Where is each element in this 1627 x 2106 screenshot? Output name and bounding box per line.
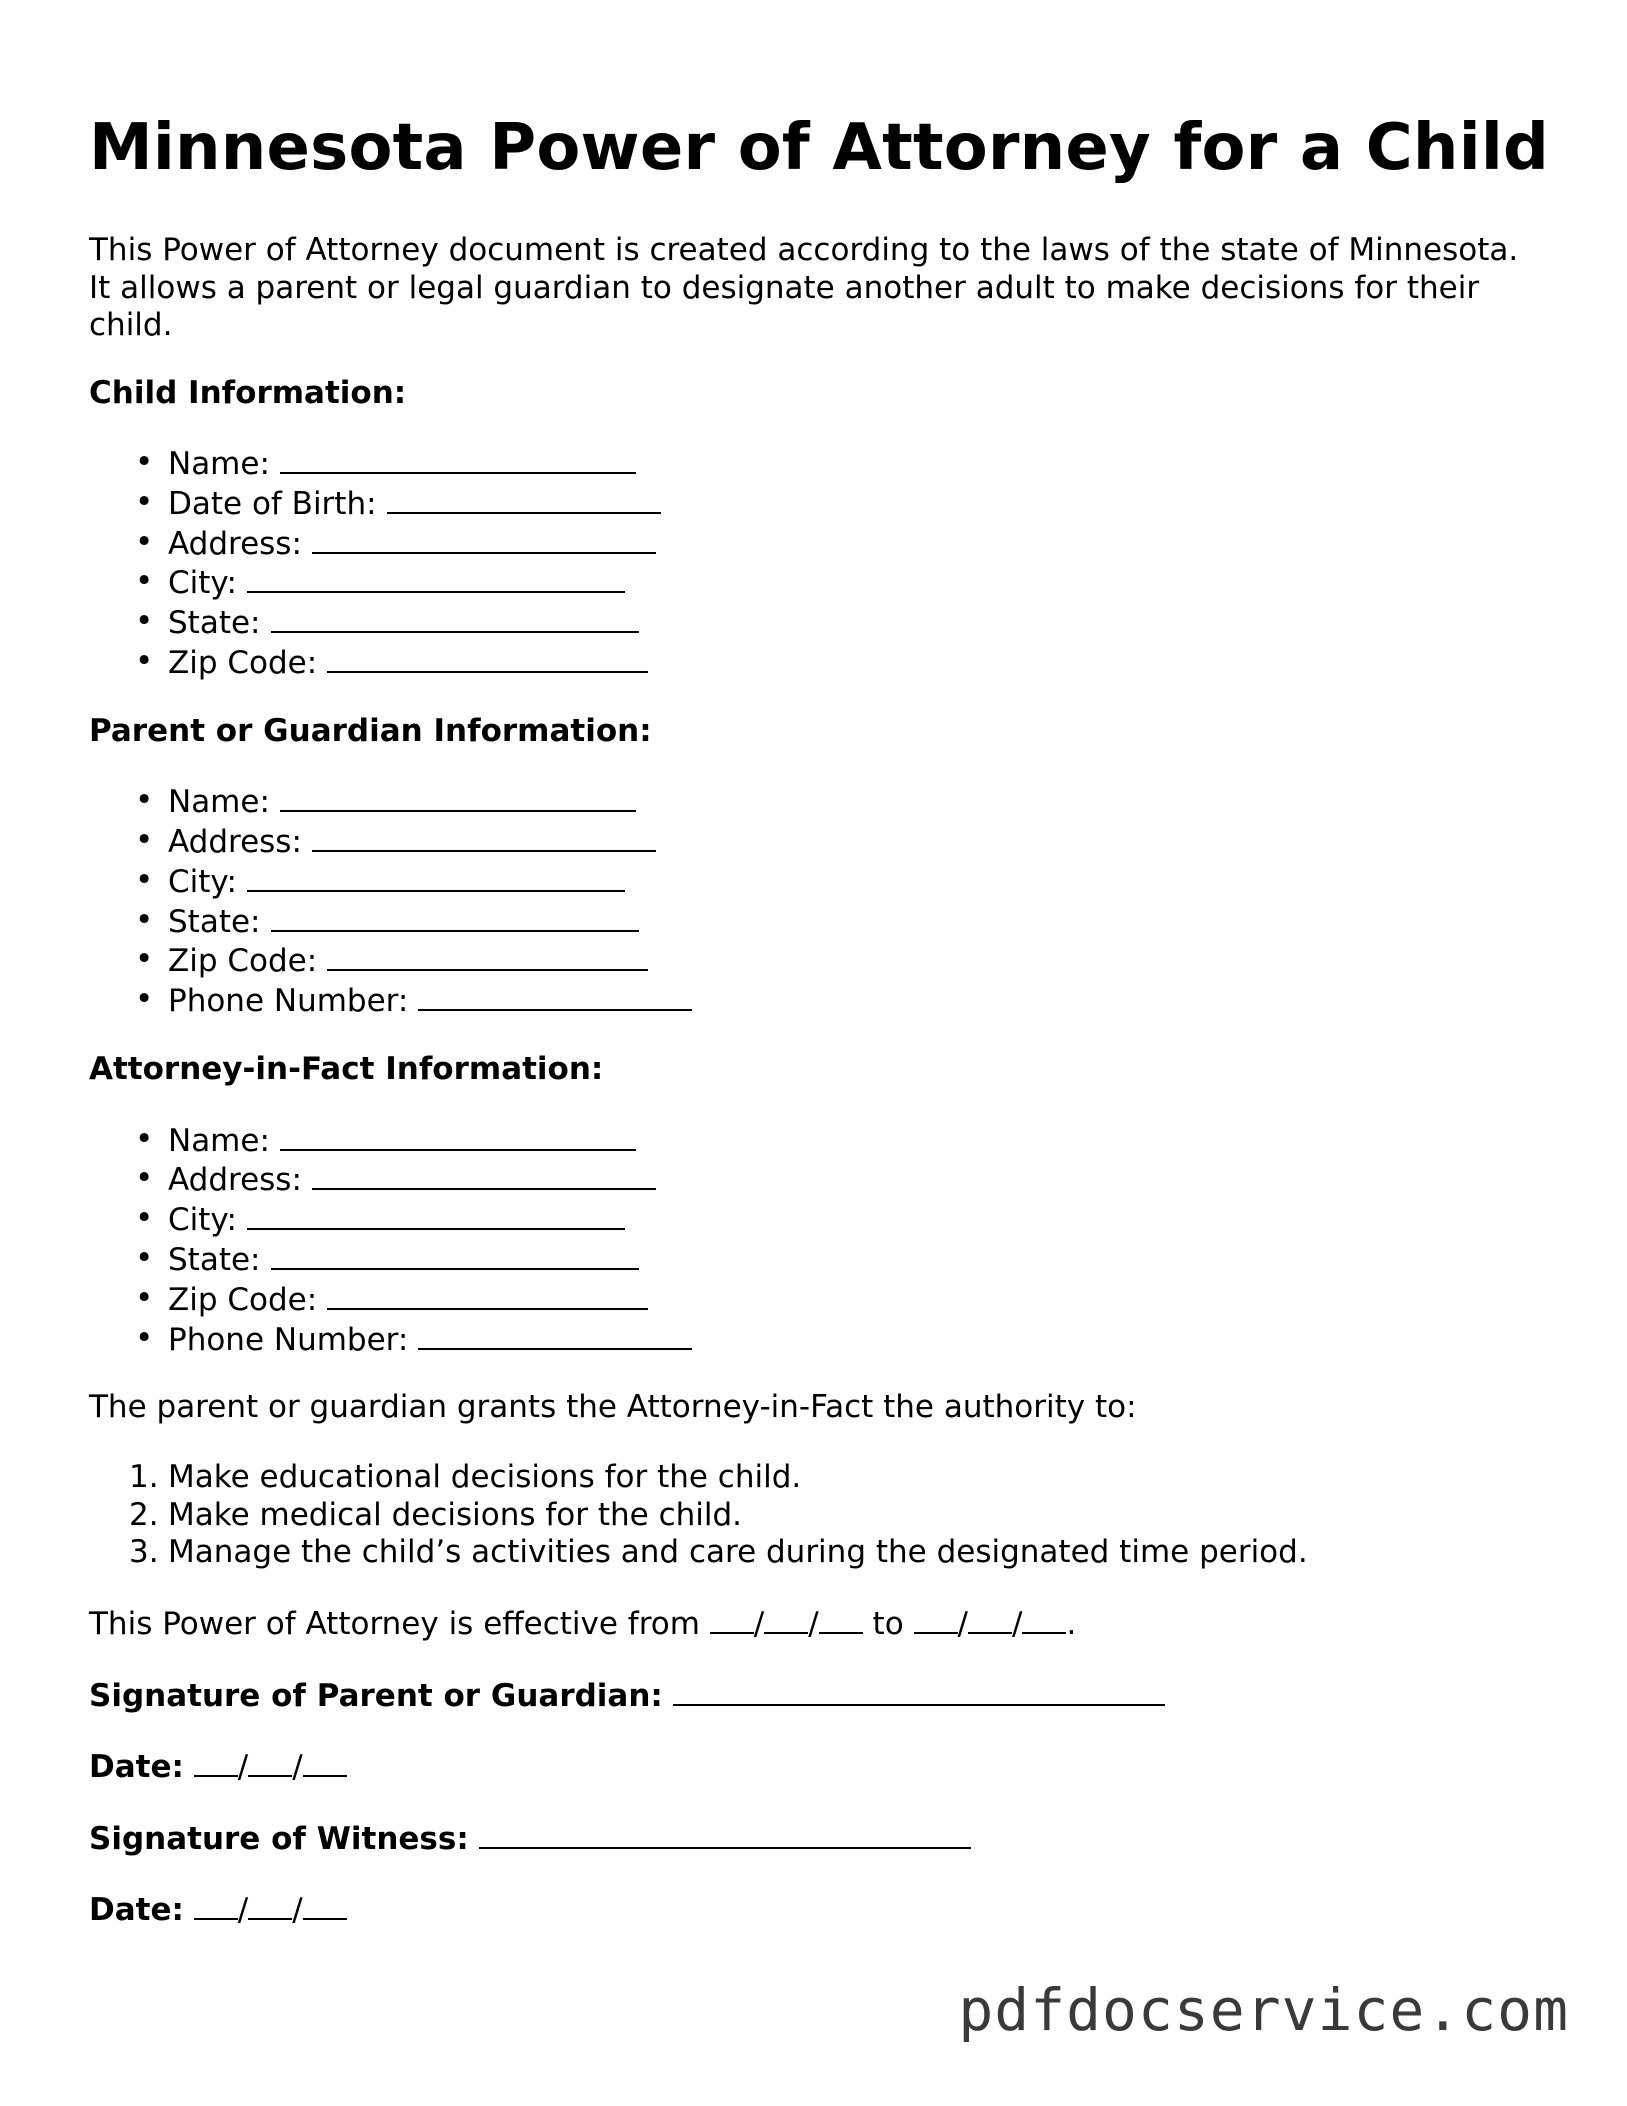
- parent-signature-field[interactable]: [673, 1676, 1165, 1706]
- list-item: 3. Manage the child’s activities and care during the designated time period.: [129, 1534, 1308, 1571]
- attorney-state-field[interactable]: [271, 1240, 639, 1270]
- list-item: • State:: [89, 603, 1549, 643]
- child-info-list: [89, 444, 1549, 683]
- child-dob-field[interactable]: [387, 484, 661, 514]
- parent-info-list: [89, 782, 1549, 1021]
- parent-date-row: Date: / /: [89, 1747, 1549, 1787]
- document-page: [89, 112, 1549, 1962]
- effective-from-year[interactable]: [819, 1604, 863, 1634]
- effective-to-day[interactable]: [968, 1604, 1012, 1634]
- parent-zip-field[interactable]: [327, 941, 648, 971]
- parent-signature-label: Signature of Parent or Guardian:: [89, 1677, 663, 1714]
- list-item: • Address:: [89, 1160, 1549, 1200]
- child-info-heading: Child Information:: [89, 374, 407, 411]
- witness-date-year[interactable]: [303, 1890, 347, 1920]
- list-item: • City:: [89, 1200, 1549, 1240]
- attorney-city-field[interactable]: [247, 1200, 625, 1230]
- watermark: pdfdocservice.com: [958, 1976, 1569, 2044]
- list-item: • Zip Code:: [89, 643, 1549, 683]
- attorney-phone-field[interactable]: [418, 1320, 692, 1350]
- witness-date-day[interactable]: [248, 1890, 292, 1920]
- parent-city-field[interactable]: [247, 862, 625, 892]
- list-item: • Address:: [89, 822, 1549, 862]
- witness-signature-field[interactable]: [479, 1819, 971, 1849]
- child-name-field[interactable]: [280, 444, 636, 474]
- child-state-field[interactable]: [271, 603, 639, 633]
- effective-period: This Power of Attorney is effective from / / to / / .: [89, 1606, 1077, 1643]
- list-item: • Phone Number:: [89, 981, 1549, 1021]
- parent-date-label: Date:: [89, 1749, 184, 1786]
- parent-date-year[interactable]: [303, 1747, 347, 1777]
- child-zip-field[interactable]: [327, 643, 648, 673]
- parent-state-field[interactable]: [271, 902, 639, 932]
- effective-to-year[interactable]: [1022, 1604, 1066, 1634]
- witness-date-row: Date: / /: [89, 1890, 1549, 1930]
- document-title: Minnesota Power of Attorney for a Child: [89, 111, 1549, 185]
- child-address-field[interactable]: [312, 524, 656, 554]
- list-item: • Date of Birth:: [89, 484, 1549, 524]
- list-item: • City:: [89, 563, 1549, 603]
- effective-from-day[interactable]: [764, 1604, 808, 1634]
- intro-paragraph: This Power of Attorney document is created according to the laws of the state of Minnesota. It allows a parent or legal guardian to designate another adult to make decisions for their child.: [89, 232, 1519, 343]
- parent-date-month[interactable]: [194, 1747, 238, 1777]
- attorney-info-list: [89, 1121, 1549, 1360]
- authority-intro: The parent or guardian grants the Attorney-in-Fact the authority to:: [89, 1389, 1137, 1426]
- list-item: • Zip Code:: [89, 941, 1549, 981]
- authority-list: [89, 1459, 1549, 1572]
- list-item: • City:: [89, 862, 1549, 902]
- witness-date-month[interactable]: [194, 1890, 238, 1920]
- child-city-field[interactable]: [247, 563, 625, 593]
- witness-signature-row: [89, 1819, 1549, 1859]
- attorney-info-heading: Attorney-in-Fact Information:: [89, 1051, 604, 1088]
- list-item: 1. Make educational decisions for the child.: [129, 1458, 802, 1495]
- list-item: • Name:: [89, 444, 1549, 484]
- list-item: • Phone Number:: [89, 1320, 1549, 1360]
- attorney-zip-field[interactable]: [327, 1280, 648, 1310]
- attorney-address-field[interactable]: [312, 1160, 656, 1190]
- list-item: • State:: [89, 902, 1549, 942]
- parent-date-day[interactable]: [248, 1747, 292, 1777]
- witness-signature-label: Signature of Witness:: [89, 1820, 469, 1857]
- attorney-name-field[interactable]: [280, 1121, 636, 1151]
- parent-phone-field[interactable]: [418, 981, 692, 1011]
- parent-address-field[interactable]: [312, 822, 656, 852]
- list-item: • Address:: [89, 524, 1549, 564]
- list-item: 2. Make medical decisions for the child.: [129, 1496, 743, 1533]
- list-item: • State:: [89, 1240, 1549, 1280]
- list-item: • Name:: [89, 782, 1549, 822]
- list-item: • Name:: [89, 1121, 1549, 1161]
- effective-from-month[interactable]: [710, 1604, 754, 1634]
- effective-to-month[interactable]: [914, 1604, 958, 1634]
- witness-date-label: Date:: [89, 1892, 184, 1929]
- parent-signature-row: [89, 1676, 1549, 1716]
- parent-info-heading: Parent or Guardian Information:: [89, 712, 652, 749]
- list-item: • Zip Code:: [89, 1280, 1549, 1320]
- parent-name-field[interactable]: [280, 782, 636, 812]
